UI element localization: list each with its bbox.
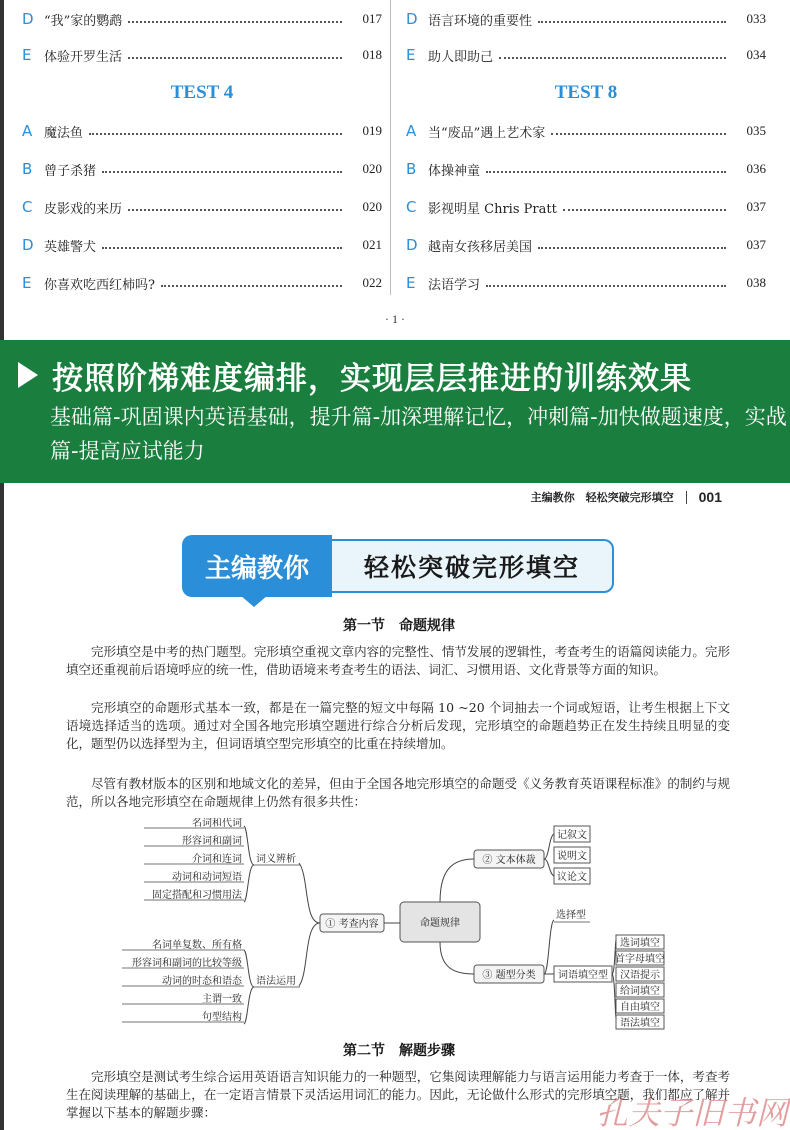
- toc-entry-letter: D: [406, 10, 418, 28]
- diagram-item: 记叙文: [557, 830, 587, 841]
- toc-entry-title: 体操神童: [428, 163, 481, 179]
- toc-leader-dots: [128, 21, 342, 23]
- toc-entry-title: 法语学习: [428, 277, 481, 293]
- section-heading-2: 第二节 解题步骤: [343, 1043, 455, 1059]
- toc-entry-letter: A: [406, 122, 417, 140]
- toc-entry[interactable]: [406, 156, 766, 182]
- toc-entry[interactable]: [22, 156, 382, 182]
- toc-leader-dots: [486, 285, 726, 287]
- banner-body: 基础篇-巩固课内英语基础，提升篇-加深理解记忆，冲刺篇-加快做题速度，实战篇-提高应试能力: [50, 405, 787, 463]
- diagram-item: 固定搭配和习惯用法: [152, 890, 242, 901]
- toc-entry-page: 022: [362, 275, 382, 290]
- toc-entry[interactable]: [22, 42, 382, 68]
- toc-entry-page: 036: [746, 161, 766, 176]
- toc-entry[interactable]: [406, 6, 766, 32]
- connector-line: [244, 987, 254, 1024]
- paragraph-3: 尽管有教材版本的区别和地域文化的差异，但由于全国各地完形填空的命题受《义务教育英语课程标准》的制约与规范，所以各地完形填空在命题规律上仍然有很多共性：: [66, 776, 730, 809]
- toc-entry-title: 影视明星 Chris Pratt: [428, 201, 557, 217]
- branch-node-label: ① 考查内容: [325, 919, 379, 930]
- diagram-item: 选词填空: [620, 938, 660, 949]
- branch-node-label: ③ 题型分类: [482, 970, 536, 981]
- toc-entry-page: 019: [362, 123, 382, 138]
- diagram-item: 说明文: [557, 851, 587, 862]
- toc-entry[interactable]: [406, 42, 766, 68]
- diagram-item: 形容词和副词的比较等级: [132, 958, 242, 969]
- toc-entry-title: 越南女孩移居美国: [428, 239, 533, 255]
- toc-test-heading: TEST 8: [554, 82, 618, 103]
- connector-line: [244, 950, 254, 987]
- toc-entry-title: “我”家的鹦鹉: [44, 13, 123, 29]
- group-label: 语法运用: [256, 976, 296, 987]
- toc-entry-letter: D: [406, 236, 418, 254]
- diagram-item: 主谓一致: [202, 994, 242, 1005]
- connector-line: [612, 974, 616, 1018]
- connector-line: [544, 834, 554, 859]
- paragraph-1: 完形填空是中考的热门题型。完形填空重视文章内容的完整性、情节发展的逻辑性，考查考生的语篇阅读能力。完形填空还重视前后语境呼应的统一性，借助语境来考查考生的语法、词汇、习惯用语、文化背景等方面的知识。: [66, 644, 730, 677]
- toc-entry-letter: B: [22, 160, 33, 178]
- connector-line: [544, 859, 554, 876]
- toc-entry-page: 020: [362, 199, 382, 214]
- toc-entry-letter: C: [22, 198, 33, 216]
- connector-line: [244, 826, 254, 865]
- toc-entry-page: 020: [362, 161, 382, 176]
- toc-entry-page: 034: [746, 47, 766, 62]
- chapter-title-box: [182, 535, 614, 597]
- banner-heading: 按照阶梯难度编排，实现层层推进的训练效果: [52, 360, 692, 397]
- mind-map-diagram: [4, 818, 790, 1033]
- running-head-title: 主编教你 轻松突破完形填空: [530, 491, 674, 504]
- branch-node-label: ② 文本体裁: [482, 855, 536, 866]
- toc-leader-dots: [538, 247, 726, 249]
- connector-line: [299, 863, 320, 923]
- toc-entry-letter: C: [406, 198, 417, 216]
- toc-entry[interactable]: [22, 6, 382, 32]
- chapter-title-tag: 主编教你: [182, 535, 332, 597]
- running-head: [531, 489, 722, 505]
- toc-entry-title: 语言环境的重要性: [428, 13, 533, 29]
- diagram-item: 汉语提示: [620, 970, 660, 981]
- toc-entry-title: 曾子杀猪: [44, 163, 97, 179]
- toc-entry-page: 038: [746, 275, 766, 290]
- toc-leader-dots: [102, 171, 342, 173]
- diagram-item: 语法填空: [620, 1018, 660, 1029]
- toc-entry[interactable]: [406, 194, 766, 220]
- page-edge: [0, 0, 4, 340]
- diagram-item: 动词的时态和语态: [162, 976, 242, 987]
- toc-entry-title: 当“废品”遇上艺术家: [428, 125, 546, 141]
- diagram-item: 介词和连词: [192, 854, 242, 865]
- toc-entry-letter: E: [22, 46, 32, 64]
- toc-entry-title: 魔法鱼: [44, 125, 84, 141]
- watermark: 孔夫子旧书网: [596, 1094, 789, 1130]
- diagram-item: 句型结构: [202, 1012, 242, 1023]
- group-label: 词语填空型: [558, 970, 608, 981]
- connector-line: [440, 942, 474, 974]
- diagram-item: 形容词和副词: [182, 836, 242, 847]
- toc-entry-letter: E: [406, 46, 416, 64]
- toc-entry[interactable]: [22, 270, 382, 296]
- toc-test-heading: TEST 4: [170, 82, 234, 103]
- toc-entry-page: 035: [746, 123, 766, 138]
- toc-entry-letter: E: [406, 274, 416, 292]
- toc-entry-title: 皮影戏的来历: [44, 201, 123, 217]
- diagram-item: 名词和代词: [192, 818, 242, 829]
- toc-entry-title: 英雄警犬: [44, 239, 97, 255]
- toc-entry[interactable]: [406, 232, 766, 258]
- connector-line: [440, 859, 474, 902]
- banner-heading-row: [18, 352, 790, 398]
- toc-entry[interactable]: [22, 232, 382, 258]
- toc-entry-page: 018: [362, 47, 382, 62]
- page-number: 001: [698, 489, 722, 505]
- toc-entry-letter: D: [22, 10, 34, 28]
- toc-entry[interactable]: [406, 118, 766, 144]
- diagram-item: 动词和动词短语: [172, 872, 242, 883]
- toc-leader-dots: [563, 209, 726, 211]
- section-heading-1: 第一节 命题规律: [343, 618, 455, 634]
- toc-entry-page: 037: [746, 237, 766, 252]
- toc-entry-page: 021: [362, 237, 382, 252]
- toc-leader-dots: [486, 171, 726, 173]
- diagram-item: 首字母填空: [615, 954, 665, 965]
- toc-entry-letter: A: [22, 122, 33, 140]
- group-label: 词义辨析: [256, 854, 296, 865]
- toc-entry-page: 017: [362, 11, 382, 26]
- connector-line: [299, 923, 320, 986]
- toc-page-number: · 1 ·: [385, 312, 405, 326]
- toc-leader-dots: [499, 57, 726, 59]
- toc-entry[interactable]: [22, 118, 382, 144]
- toc-entry-page: 037: [746, 199, 766, 214]
- toc-column-divider: [390, 0, 391, 295]
- toc-entry-letter: D: [22, 236, 34, 254]
- toc-entry[interactable]: [406, 270, 766, 296]
- toc-entry-title: 助人即助己: [428, 49, 494, 65]
- paragraph-2: 完形填空的命题形式基本一致，都是在一篇完整的短文中每隔 10 ~20 个词抽去一个词或短语，让考生根据上下文语境选择适当的选项。通过对全国各地完形填空题进行综合分析后发现，完形填空的命题趋势正在发生持续且明显的变化，题型仍以选择型为主，但词语填空型完形填空的比重在持续增加。: [66, 700, 730, 751]
- toc-leader-dots: [538, 21, 726, 23]
- toc-entry-page: 033: [746, 11, 766, 26]
- toc-leader-dots: [89, 133, 342, 135]
- connector-line: [244, 865, 254, 902]
- diagram-item: 给词填空: [620, 986, 660, 997]
- toc-entry-letter: B: [406, 160, 417, 178]
- feature-banner: [0, 340, 790, 483]
- speech-tail-shape: [240, 595, 268, 607]
- toc-entry-title: 你喜欢吃西红柿吗?: [44, 277, 155, 293]
- play-arrow-icon: [18, 362, 38, 388]
- diagram-item: 自由填空: [620, 1002, 660, 1013]
- paragraph-4: 完形填空是测试考生综合运用英语语言知识能力的一种题型，它集阅读理解能力与语言运用能力考查于一体，考查考生在阅读理解的基础上，在一定语言情景下灵活运用词汇的能力。因此，无论做什么形式的完形填空题，我们都应了解并掌握以下基本的解题步骤：: [66, 1069, 730, 1120]
- toc-entry-title: 体验开罗生活: [44, 49, 123, 65]
- connector-line: [544, 920, 554, 974]
- diagram-item: 议论文: [557, 872, 587, 883]
- toc-leader-dots: [161, 285, 342, 287]
- toc-leader-dots: [102, 247, 342, 249]
- toc-leader-dots: [551, 133, 726, 135]
- toc-page: [0, 0, 790, 340]
- running-head-separator: [686, 491, 687, 504]
- group-label: 选择型: [556, 910, 586, 921]
- book-page: [0, 483, 790, 1130]
- center-node-label: 命题规律: [420, 918, 460, 929]
- chapter-title: 轻松突破完形填空: [332, 539, 614, 593]
- toc-entry-letter: E: [22, 274, 32, 292]
- diagram-item: 名词单复数、所有格: [152, 940, 242, 951]
- toc-leader-dots: [128, 57, 342, 59]
- toc-leader-dots: [128, 209, 342, 211]
- toc-entry[interactable]: [22, 194, 382, 220]
